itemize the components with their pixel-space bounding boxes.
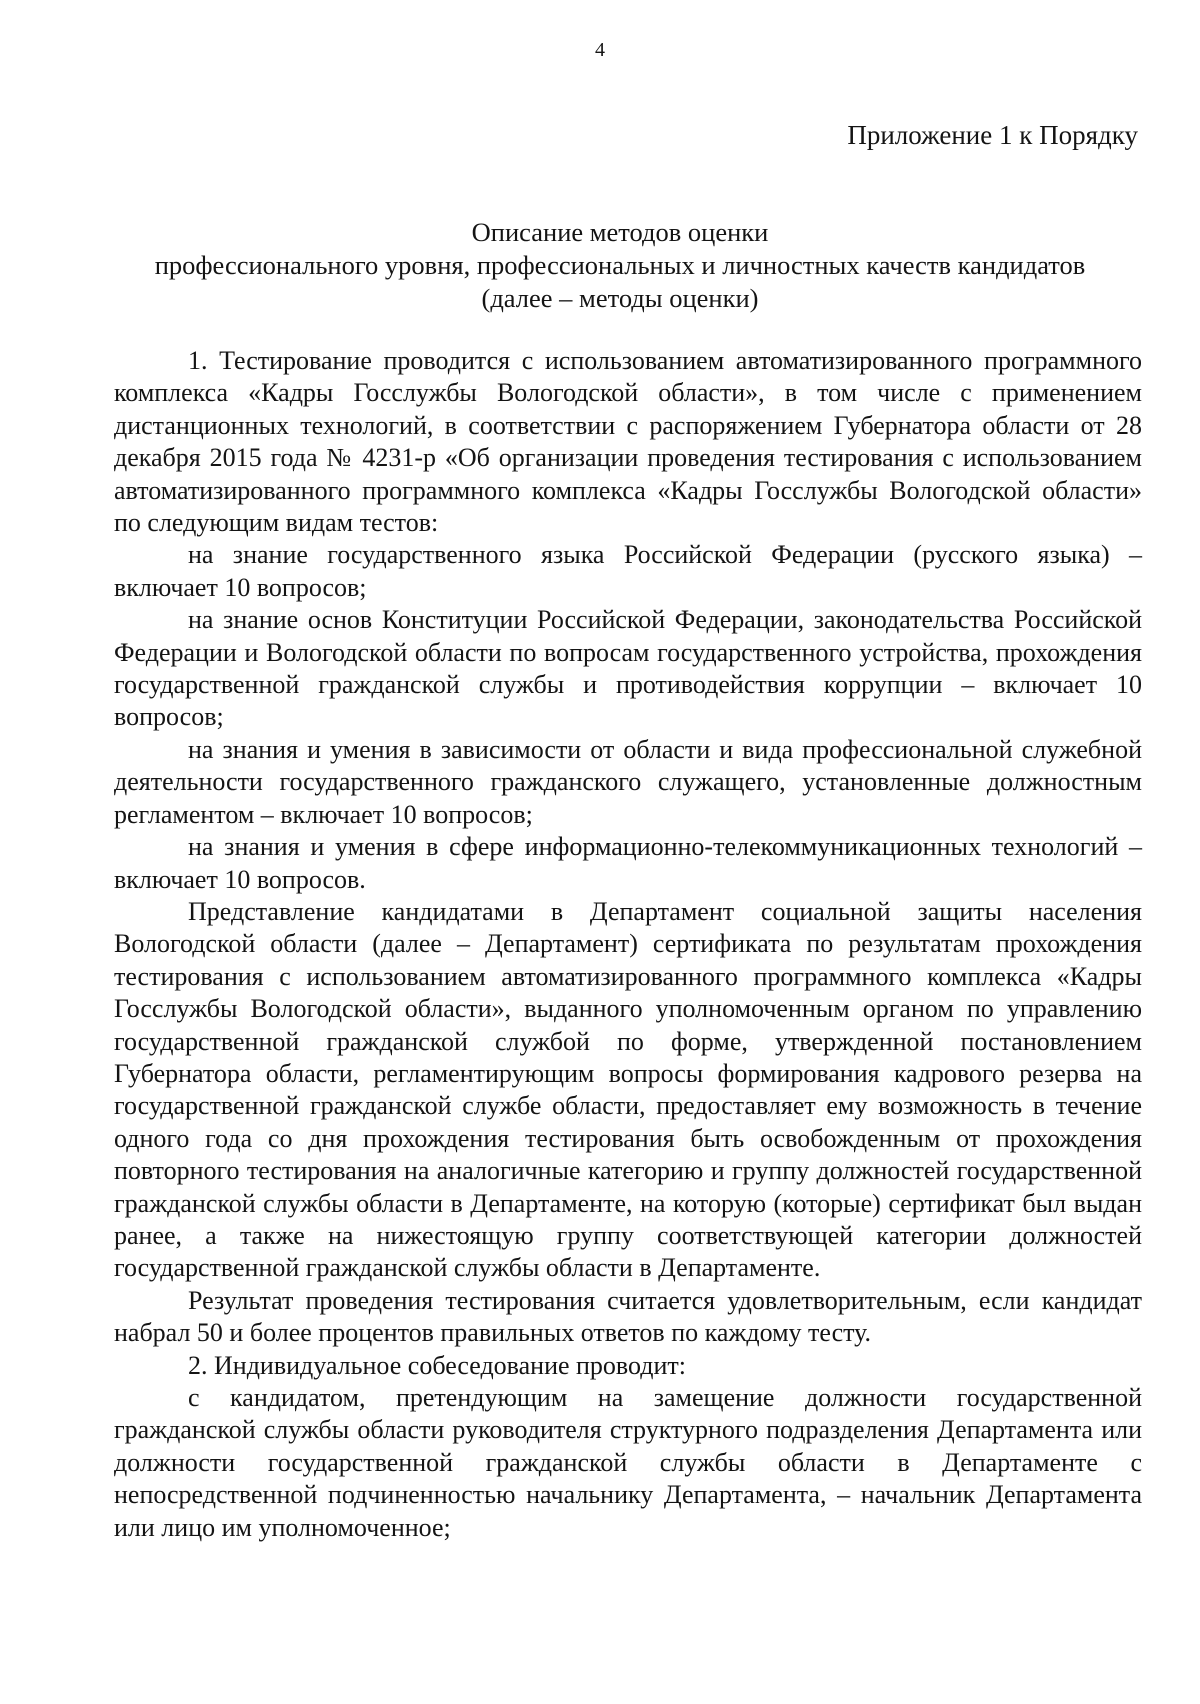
- paragraph-testing-intro: 1. Тестирование проводится с использованием автоматизированного программного комплекса «Кадры Госслужбы Вологодской области», в том числе с применением дистанционных технологий, в соответствии с распоряжением Губернатора области от 28 декабря 2015 года № 4231-р «Об организации проведения тестирования с использованием автоматизированного программного комплекса «Кадры Госслужбы Вологодской области» по следующим видам тестов:: [114, 346, 1142, 538]
- paragraph-test-it-skills: на знания и умения в сфере информационно-телекоммуникационных технологий – включает 10 вопросов.: [114, 832, 1142, 894]
- paragraph-interview-intro: 2. Индивидуальное собеседование проводит:: [188, 1350, 687, 1380]
- title-line-1: Описание методов оценки: [471, 217, 769, 247]
- appendix-label: Приложение 1 к Порядку: [847, 120, 1138, 150]
- paragraph-interview-head: с кандидатом, претендующим на замещение должности государственной гражданской службы области руководителя структурного подразделения Департамента или должности государственной гражданской службы области в Департаменте с непосредственной подчиненностью начальнику Департамента, – начальник Департамента или лицо им уполномоченное;: [114, 1383, 1142, 1542]
- paragraph-test-professional-skills: на знания и умения в зависимости от области и вида профессиональной служебной деятельности государственного гражданского служащего, установленные должностным регламентом – включает 10 вопросов;: [114, 734, 1142, 829]
- paragraph-test-result: Результат проведения тестирования считается удовлетворительным, если кандидат набрал 50 и более процентов правильных ответов по каждому тесту.: [114, 1285, 1142, 1348]
- document-body: [114, 345, 1142, 1544]
- paragraph-test-russian-language: на знание государственного языка Российской Федерации (русского языка) – включает 10 вопросов;: [114, 540, 1142, 602]
- title-line-2: профессионального уровня, профессиональных и личностных качеств кандидатов: [154, 250, 1086, 280]
- paragraph-certificate: Представление кандидатами в Департамент социальной защиты населения Вологодской области (далее – Департамент) сертификата по результатам прохождения тестирования с использованием автоматизированного программного комплекса «Кадры Госслужбы Вологодской области», выданного уполномоченным органом по управлению государственной гражданской службой по форме, утвержденной постановлением Губернатора области, регламентирующим вопросы формирования кадрового резерва на государственной гражданской службе области, предоставляет ему возможность в течение одного года со дня прохождения тестирования быть освобожденным от прохождения повторного тестирования на аналогичные категорию и группу должностей государственной гражданской службы области в Департаменте, на которую (которые) сертификат был выдан ранее, а также на нижестоящую группу соответствующей категории должностей государственной гражданской службы области в Департаменте.: [114, 896, 1142, 1283]
- document-title: [100, 216, 1140, 315]
- page-number: 4: [595, 39, 605, 61]
- title-line-3: (далее – методы оценки): [481, 283, 759, 313]
- paragraph-test-constitution: на знание основ Конституции Российской Федерации, законодательства Российской Федерации и Вологодской области по вопросам государственного устройства, прохождения государственной гражданской службы и противодействия коррупции – включает 10 вопросов;: [114, 605, 1142, 732]
